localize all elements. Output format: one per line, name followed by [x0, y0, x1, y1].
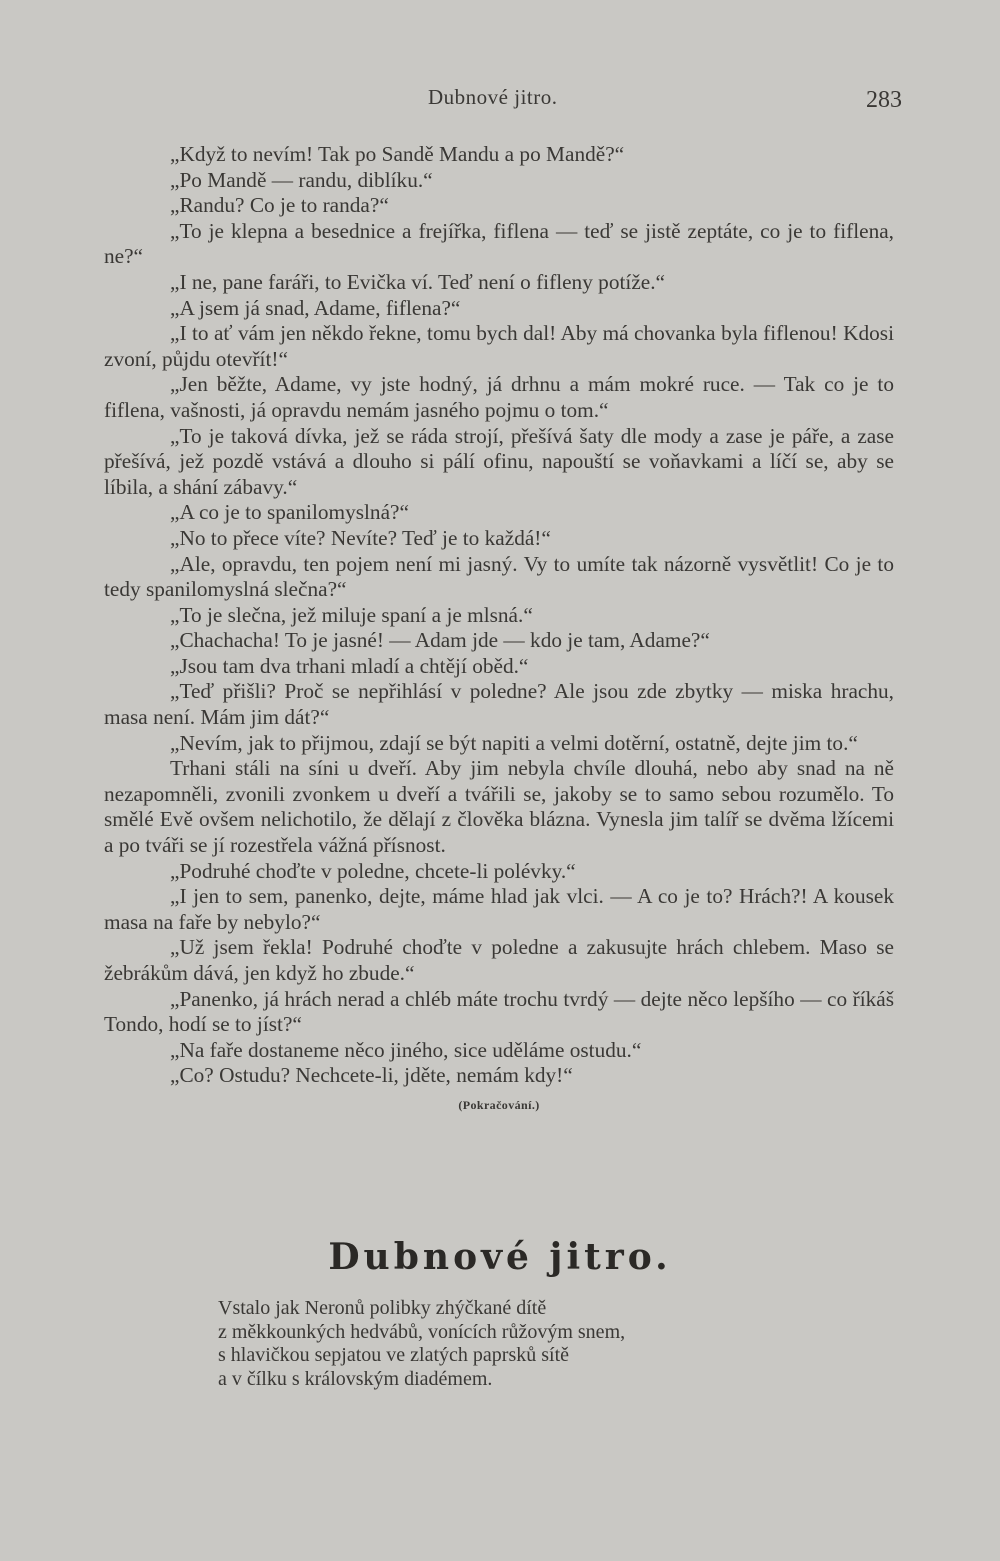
paragraph: „To je taková dívka, jež se ráda strojí, přešívá šaty dle mody a zase je páře, a zase přešívá, jež pozdě vstává a dlouho si pálí ofinu, napouští se voňavkami a líčí se, aby se líbila, a shání zábavy.“ [104, 423, 894, 499]
paragraph: „Teď přišli? Proč se nepřihlásí v poledne? Ale jsou zde zbytky — miska hrachu, masa není. Mám jim dát?“ [104, 679, 894, 730]
paragraph: „No to přece víte? Nevíte? Teď je to každá!“ [170, 525, 551, 550]
paragraph: „Jen běžte, Adame, vy jste hodný, já drhnu a mám mokré ruce. — Tak co je to fiflena, vašnosti, já opravdu nemám jasného pojmu o tom.“ [104, 372, 894, 422]
paragraph: „Nevím, jak to přijmou, zdají se být napiti a velmi dotěrní, ostatně, dejte jim to.“ [170, 730, 858, 755]
paragraph: „A jsem já snad, Adame, fiflena?“ [170, 295, 461, 320]
poem-line: Vstalo jak Neronů polibky zhýčkané dítě [218, 1297, 547, 1319]
paragraph: „I ne, pane faráři, to Evička ví. Teď není o fifleny potíže.“ [170, 269, 665, 294]
paragraph: „I to ať vám jen někdo řekne, tomu bych dal! Aby má chovanka byla fiflenou! Kdosi zvoní, půjdu otevřít!“ [104, 321, 894, 371]
paragraph: „Ale, opravdu, ten pojem není mi jasný. Vy to umíte tak názorně vysvětlit! Co je to tedy spanilomyslná slečna?“ [104, 551, 894, 602]
paragraph: „Randu? Co je to randa?“ [170, 193, 389, 218]
poem-line: s hlavičkou sepjatou ve zlatých paprsků sítě [218, 1344, 570, 1366]
paragraph: „Chachacha! To je jasné! — Adam jde — kdo je tam, Adame?“ [170, 628, 710, 653]
paragraph: „Po Mandě — randu, diblíku.“ [170, 167, 433, 192]
paragraph: „Panenko, já hrách nerad a chléb máte trochu tvrdý — dejte něco lepšího — co říkáš Tondo, hodí se to jíst?“ [104, 986, 894, 1037]
poem-line: z měkkounkých hedvábů, vonících růžovým snem, [218, 1320, 626, 1343]
poem-body [218, 1297, 818, 1391]
prose-body [104, 142, 894, 1115]
paragraph: „I jen to sem, panenko, dejte, máme hlad jak vlci. — A co je to? Hrách?! A kousek masa na faře by nebylo?“ [104, 884, 894, 934]
paragraph: Trhani stáli na síni u dveří. Aby jim nebyla chvíle dlouhá, nebo aby snad na ně nezapomněli, zvonili zvonkem u dveří a tvářili se, jakoby se to samo sebou rozumělo. To smělé Evě ovšem nelichotilo, že dělají z člověka blázna. Vynesla jim talíř se dvěma lžícemi a po tváři se jí rozestřela vážná přísnost. [104, 756, 894, 858]
running-head [0, 85, 1000, 115]
poem-line: a v čílku s královským diadémem. [218, 1367, 493, 1390]
running-title: Dubnové jitro. [428, 85, 558, 109]
paragraph: „Na faře dostaneme něco jiného, sice uděláme ostudu.“ [170, 1037, 642, 1062]
continuation-note: (Pokračování.) [458, 1097, 540, 1112]
poem-title: Dubnové jitro. [328, 1236, 672, 1278]
paragraph: „Co? Ostudu? Nechcete-li, jděte, nemám kdy!“ [170, 1063, 573, 1088]
paragraph: „Podruhé choďte v poledne, chcete-li polévky.“ [170, 858, 576, 883]
paragraph: „Když to nevím! Tak po Sandě Mandu a po Mandě?“ [170, 142, 625, 166]
paragraph: „To je klepna a besednice a frejířka, fiflena — teď se jistě zeptáte, co je to fiflena, ne?“ [104, 218, 894, 269]
paragraph: „Jsou tam dva trhani mladí a chtějí oběd.“ [170, 653, 529, 678]
paragraph: „To je slečna, jež miluje spaní a je mlsná.“ [170, 602, 533, 627]
paragraph: „Už jsem řekla! Podruhé choďte v poledne a zakusujte hrách chlebem. Maso se žebrákům dává, jen když ho zbude.“ [104, 935, 894, 985]
paragraph: „A co je to spanilomyslná?“ [170, 500, 409, 525]
page-number: 283 [866, 87, 902, 113]
